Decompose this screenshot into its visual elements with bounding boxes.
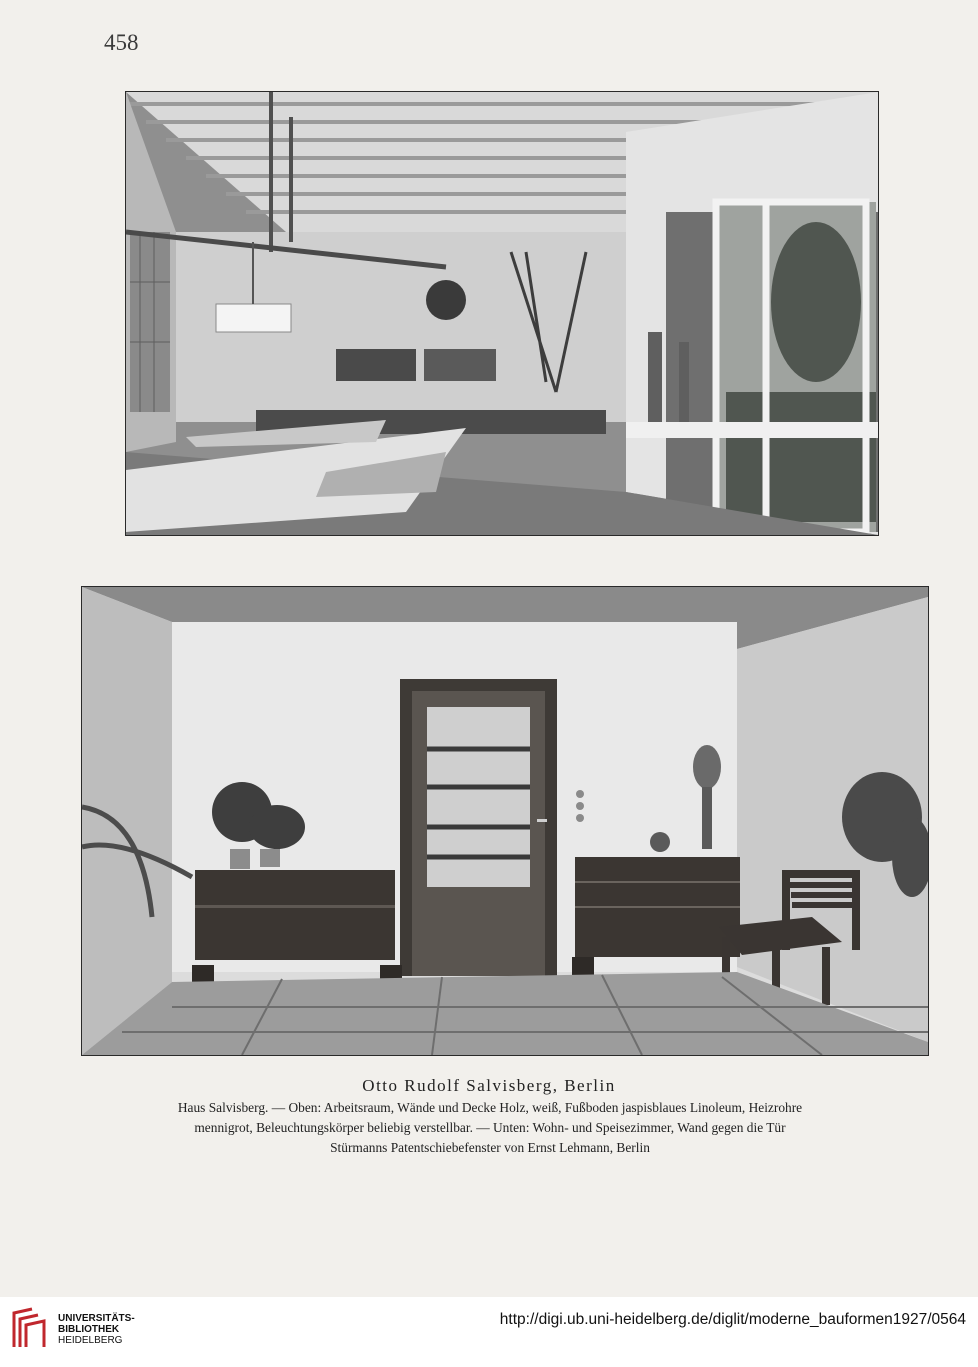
university-library-logo[interactable] <box>10 1307 160 1351</box>
caption-line: Haus Salvisberg. — Oben: Arbeitsraum, Wände und Decke Holz, weiß, Fußboden jaspisblaues Linoleum, Heizrohre <box>177 1100 803 1115</box>
caption-line: mennigrot, Beleuchtungskörper beliebig verstellbar. — Unten: Wohn- und Speisezimmer, Wand gegen die Tür <box>194 1120 786 1135</box>
footer-bar <box>0 1297 978 1367</box>
logo-text-line: HEIDELBERG <box>58 1335 123 1346</box>
photo-study-room <box>126 92 878 535</box>
caption-title: Otto Rudolf Salvisberg, Berlin <box>362 1076 616 1095</box>
caption-line: Stürmanns Patentschiebefenster von Ernst Lehmann, Berlin <box>330 1140 650 1155</box>
logo-text-line: UNIVERSITÄTS- <box>58 1313 135 1324</box>
photo-living-dining-room <box>82 587 928 1055</box>
logo-text-line: BIBLIOTHEK <box>58 1324 120 1335</box>
caption-body <box>120 1098 860 1158</box>
page-number: 458 <box>104 30 139 55</box>
source-url-link[interactable]: http://digi.ub.uni-heidelberg.de/diglit/moderne_bauformen1927/0564 <box>499 1311 966 1328</box>
library-logo-icon <box>10 1307 50 1351</box>
